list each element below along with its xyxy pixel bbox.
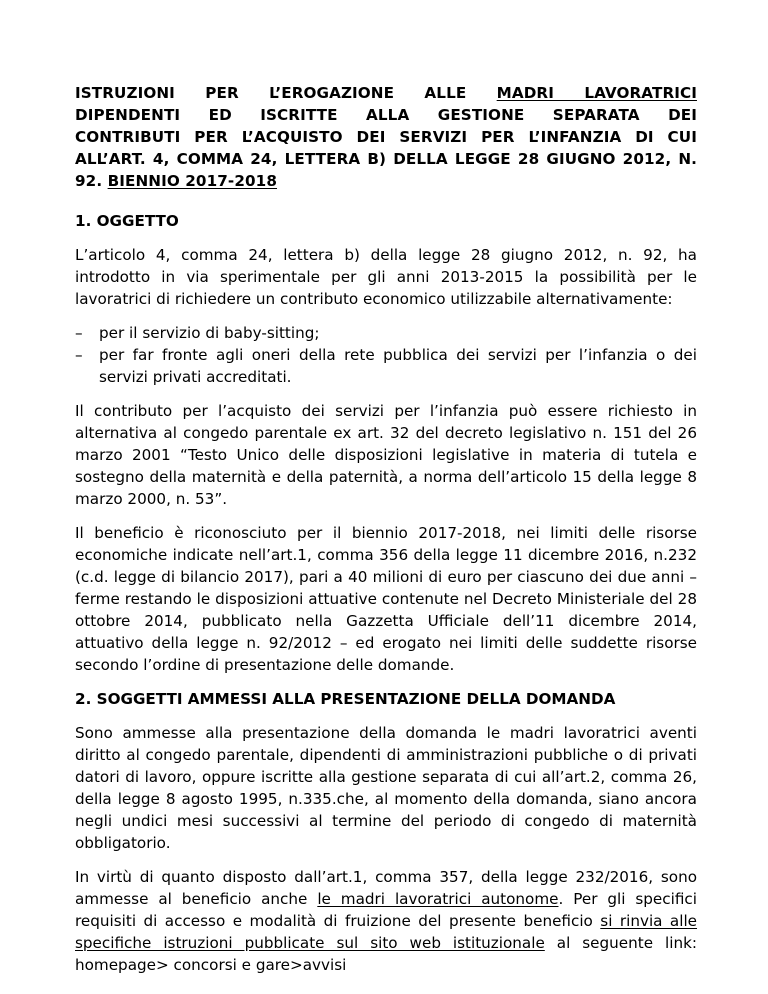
section-heading-soggetti-ammessi: 2. SOGGETTI AMMESSI ALLA PRESENTAZIONE DELLA DOMANDA <box>75 690 616 708</box>
paragraph-soggetti-ammessi: Sono ammesse alla presentazione della domanda le madri lavoratrici aventi diritto al congedo parentale, dipendenti di amministrazioni pubbliche o di privati datori di lavoro, oppure iscritte alla gestione separata di cui all’art.2, comma 26, della legge 8 agosto 1995, n.335.che, al momento della domanda, siano ancora negli undici mesi successivi al termine del periodo di congedo di maternità obbligatorio. <box>75 724 697 852</box>
title-line-4: ALL’ART. 4, COMMA 24, LETTERA B) DELLA LEGGE 28 GIUGNO 2012, N. <box>75 150 697 168</box>
title-line-2: DIPENDENTI ED ISCRITTE ALLA GESTIONE SEPARATA DEI <box>75 106 697 124</box>
title-line-3: CONTRIBUTI PER L’ACQUISTO DEI SERVIZI PER L’INFANZIA DI CUI <box>75 128 697 146</box>
list-item: – per far fronte agli oneri della rete pubblica dei servizi per l’infanzia o dei servizi privati accreditati. <box>75 346 697 386</box>
dash-bullet-icon: – <box>75 324 83 342</box>
section-heading-oggetto: 1. OGGETTO <box>75 212 179 230</box>
document-title <box>75 82 697 192</box>
paragraph-oggetto-intro: L’articolo 4, comma 24, lettera b) della legge 28 giugno 2012, n. 92, ha introdotto in via sperimentale per gli anni 2013-2015 la possibilità per le lavoratrici di richiedere un contributo economico utilizzabile alternativamente: <box>75 246 697 308</box>
paragraph-contributo-alternativa: Il contributo per l’acquisto dei servizi per l’infanzia può essere richiesto in alternativa al congedo parentale ex art. 32 del decreto legislativo n. 151 del 26 marzo 2001 “Testo Unico delle disposizioni legislative in materia di tutela e sostegno della maternità e della paternità, a norma dell’articolo 15 della legge 8 marzo 2000, n. 53”. <box>75 402 697 508</box>
benefit-options-list <box>75 322 697 388</box>
paragraph-lavoratrici-autonome: In virtù di quanto disposto dall’art.1, comma 357, della legge 232/2016, sono ammesse al beneficio anche le madri lavoratrici autonome. Per gli specifici requisiti di accesso e modalità di fruizione del presente beneficio si rinvia alle specifiche istruzioni pubblicate sul sito web istituzionale al seguente link: homepage> concorsi e gare>avvisi <box>75 868 698 974</box>
title-line-1: ISTRUZIONI PER L’EROGAZIONE ALLE MADRI LAVORATRICI <box>75 84 697 102</box>
title-underlined-biennio: BIENNIO 2017-2018 <box>107 172 278 190</box>
title-line-5: 92. BIENNIO 2017-2018 <box>75 172 278 190</box>
underlined-istruzioni-sito: si rinvia alle specifiche istruzioni pubblicate sul sito web istituzionale <box>75 912 698 952</box>
list-item: – per il servizio di baby-sitting; <box>75 324 320 342</box>
underlined-madri-autonome: le madri lavoratrici autonome <box>317 890 559 908</box>
paragraph-beneficio-biennio: Il beneficio è riconosciuto per il biennio 2017-2018, nei limiti delle risorse economiche indicate nell’art.1, comma 356 della legge 11 dicembre 2016, n.232 (c.d. legge di bilancio 2017), pari a 40 milioni di euro per ciascuno dei due anni – ferme restando le disposizioni attuative contenute nel Decreto Ministeriale del 28 ottobre 2014, pubblicato nella Gazzetta Ufficiale dell’11 dicembre 2014, attuativo della legge n. 92/2012 – ed erogato nei limiti delle suddette risorse secondo l’ordine di presentazione delle domande. <box>75 524 697 674</box>
dash-bullet-icon: – <box>75 346 83 364</box>
document-page <box>75 82 697 988</box>
title-underlined-madri: MADRI LAVORATRICI <box>496 84 697 102</box>
